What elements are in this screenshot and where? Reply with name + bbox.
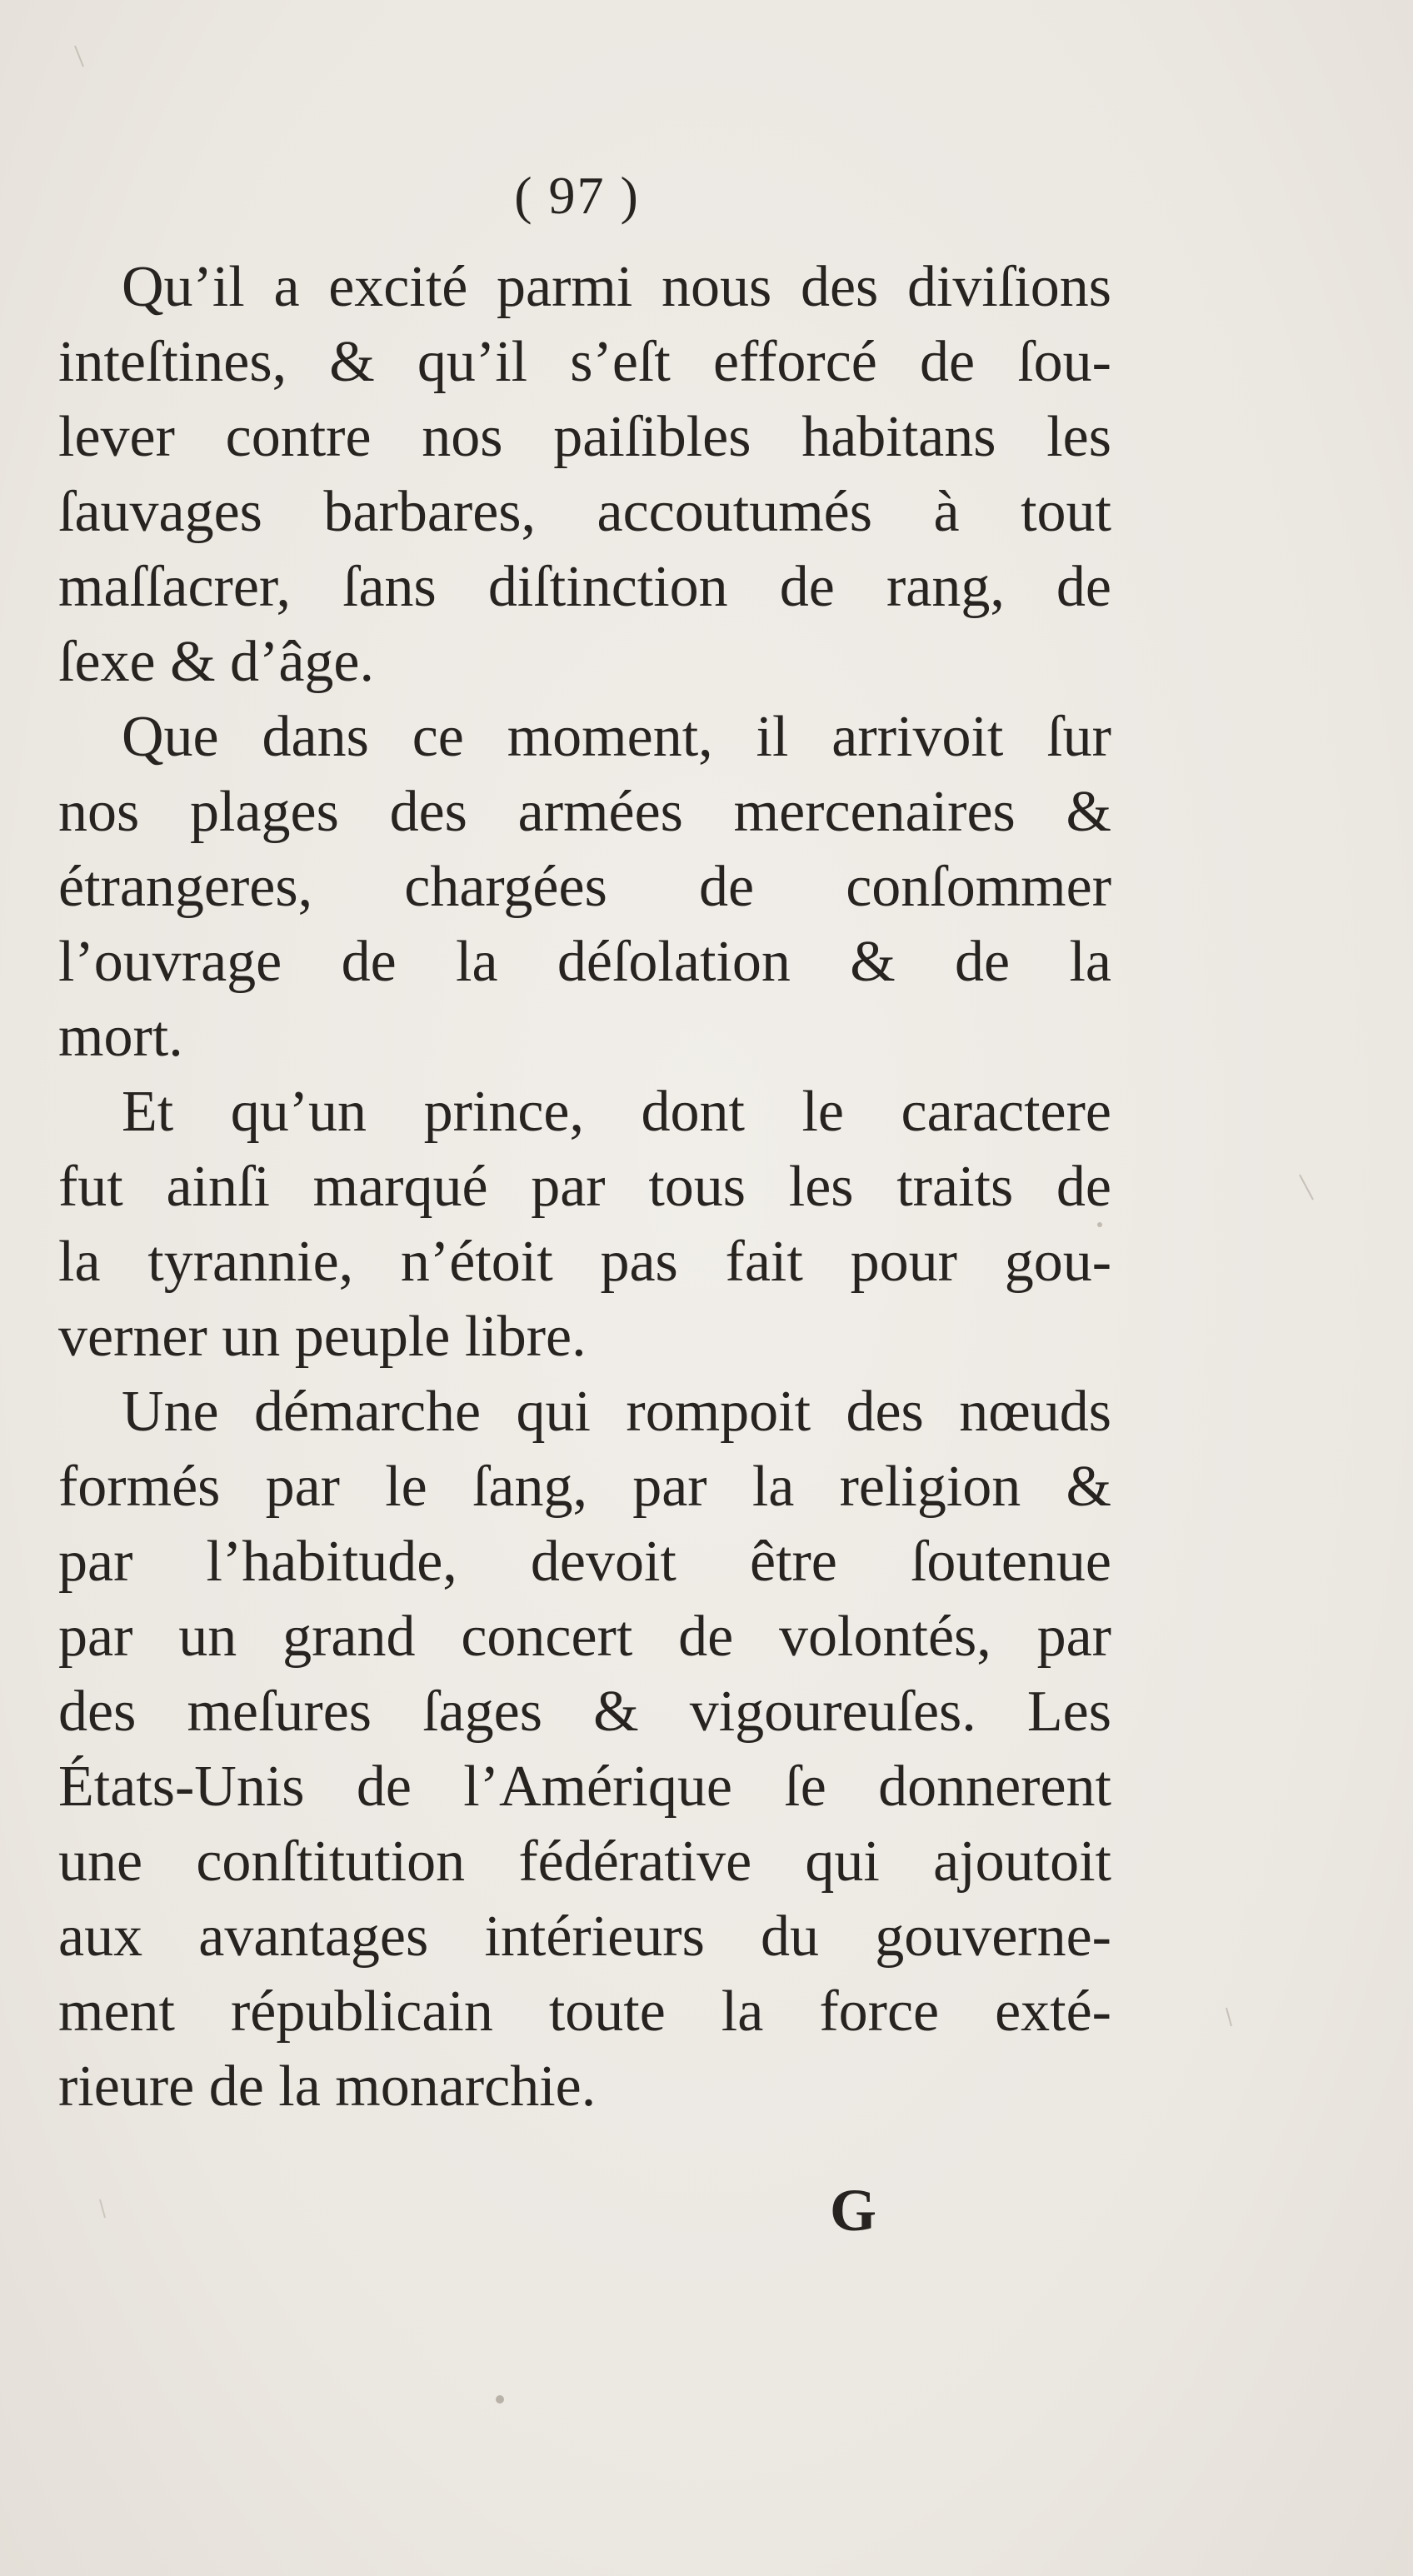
text-line: nos plages des armées mercenaires & xyxy=(58,780,1111,844)
paragraph xyxy=(58,1375,1111,2124)
text-line: rieure de la monarchie. xyxy=(58,2054,597,2119)
signature-mark: G xyxy=(830,2177,877,2244)
text-line: ment républicain toute la force exté- xyxy=(58,1979,1111,2044)
text-line: ſauvages barbares, accoutumés à tout xyxy=(58,480,1111,544)
paragraph xyxy=(58,1075,1111,1375)
paragraph xyxy=(58,250,1111,700)
text-line: Que dans ce moment, il arrivoit ſur xyxy=(122,705,1111,769)
text-line: mort. xyxy=(58,1005,183,1069)
text-line: lever contre nos paiſibles habitans les xyxy=(58,405,1111,469)
paragraph xyxy=(58,700,1111,1075)
text-line: maſſacrer, ſans diſtinction de rang, de xyxy=(58,555,1111,619)
text-line: fut ainſi marqué par tous les traits de xyxy=(58,1155,1111,1219)
text-line: des meſures ſages & vigoureuſes. Les xyxy=(58,1680,1111,1744)
text-line: verner un peuple libre. xyxy=(58,1305,587,1369)
text-line: l’ouvrage de la déſolation & de la xyxy=(58,930,1111,994)
page-number: ( 97 ) xyxy=(514,166,640,225)
text-line: par un grand concert de volontés, par xyxy=(58,1605,1111,1669)
text-line: la tyrannie, n’étoit pas fait pour gou- xyxy=(58,1230,1111,1294)
text-line: une conſtitution fédérative qui ajoutoit xyxy=(58,1830,1111,1894)
text-line: États-Unis de l’Amérique ſe donnerent xyxy=(58,1755,1111,1819)
text-line: inteſtines, & qu’il s’eſt efforcé de ſou- xyxy=(58,330,1111,394)
text-line: étrangeres, chargées de conſommer xyxy=(58,855,1111,919)
text-line: aux avantages intérieurs du gouverne- xyxy=(58,1905,1111,1969)
text-line: Qu’il a excité parmi nous des diviſions xyxy=(122,255,1111,319)
body-text xyxy=(58,250,1111,2124)
text-line: ſexe & d’âge. xyxy=(58,630,374,694)
text-line: Et qu’un prince, dont le caractere xyxy=(122,1080,1111,1144)
text-line: par l’habitude, devoit être ſoutenue xyxy=(58,1530,1111,1594)
text-line: formés par le ſang, par la religion & xyxy=(58,1455,1111,1519)
text-line: Une démarche qui rompoit des nœuds xyxy=(122,1380,1111,1444)
